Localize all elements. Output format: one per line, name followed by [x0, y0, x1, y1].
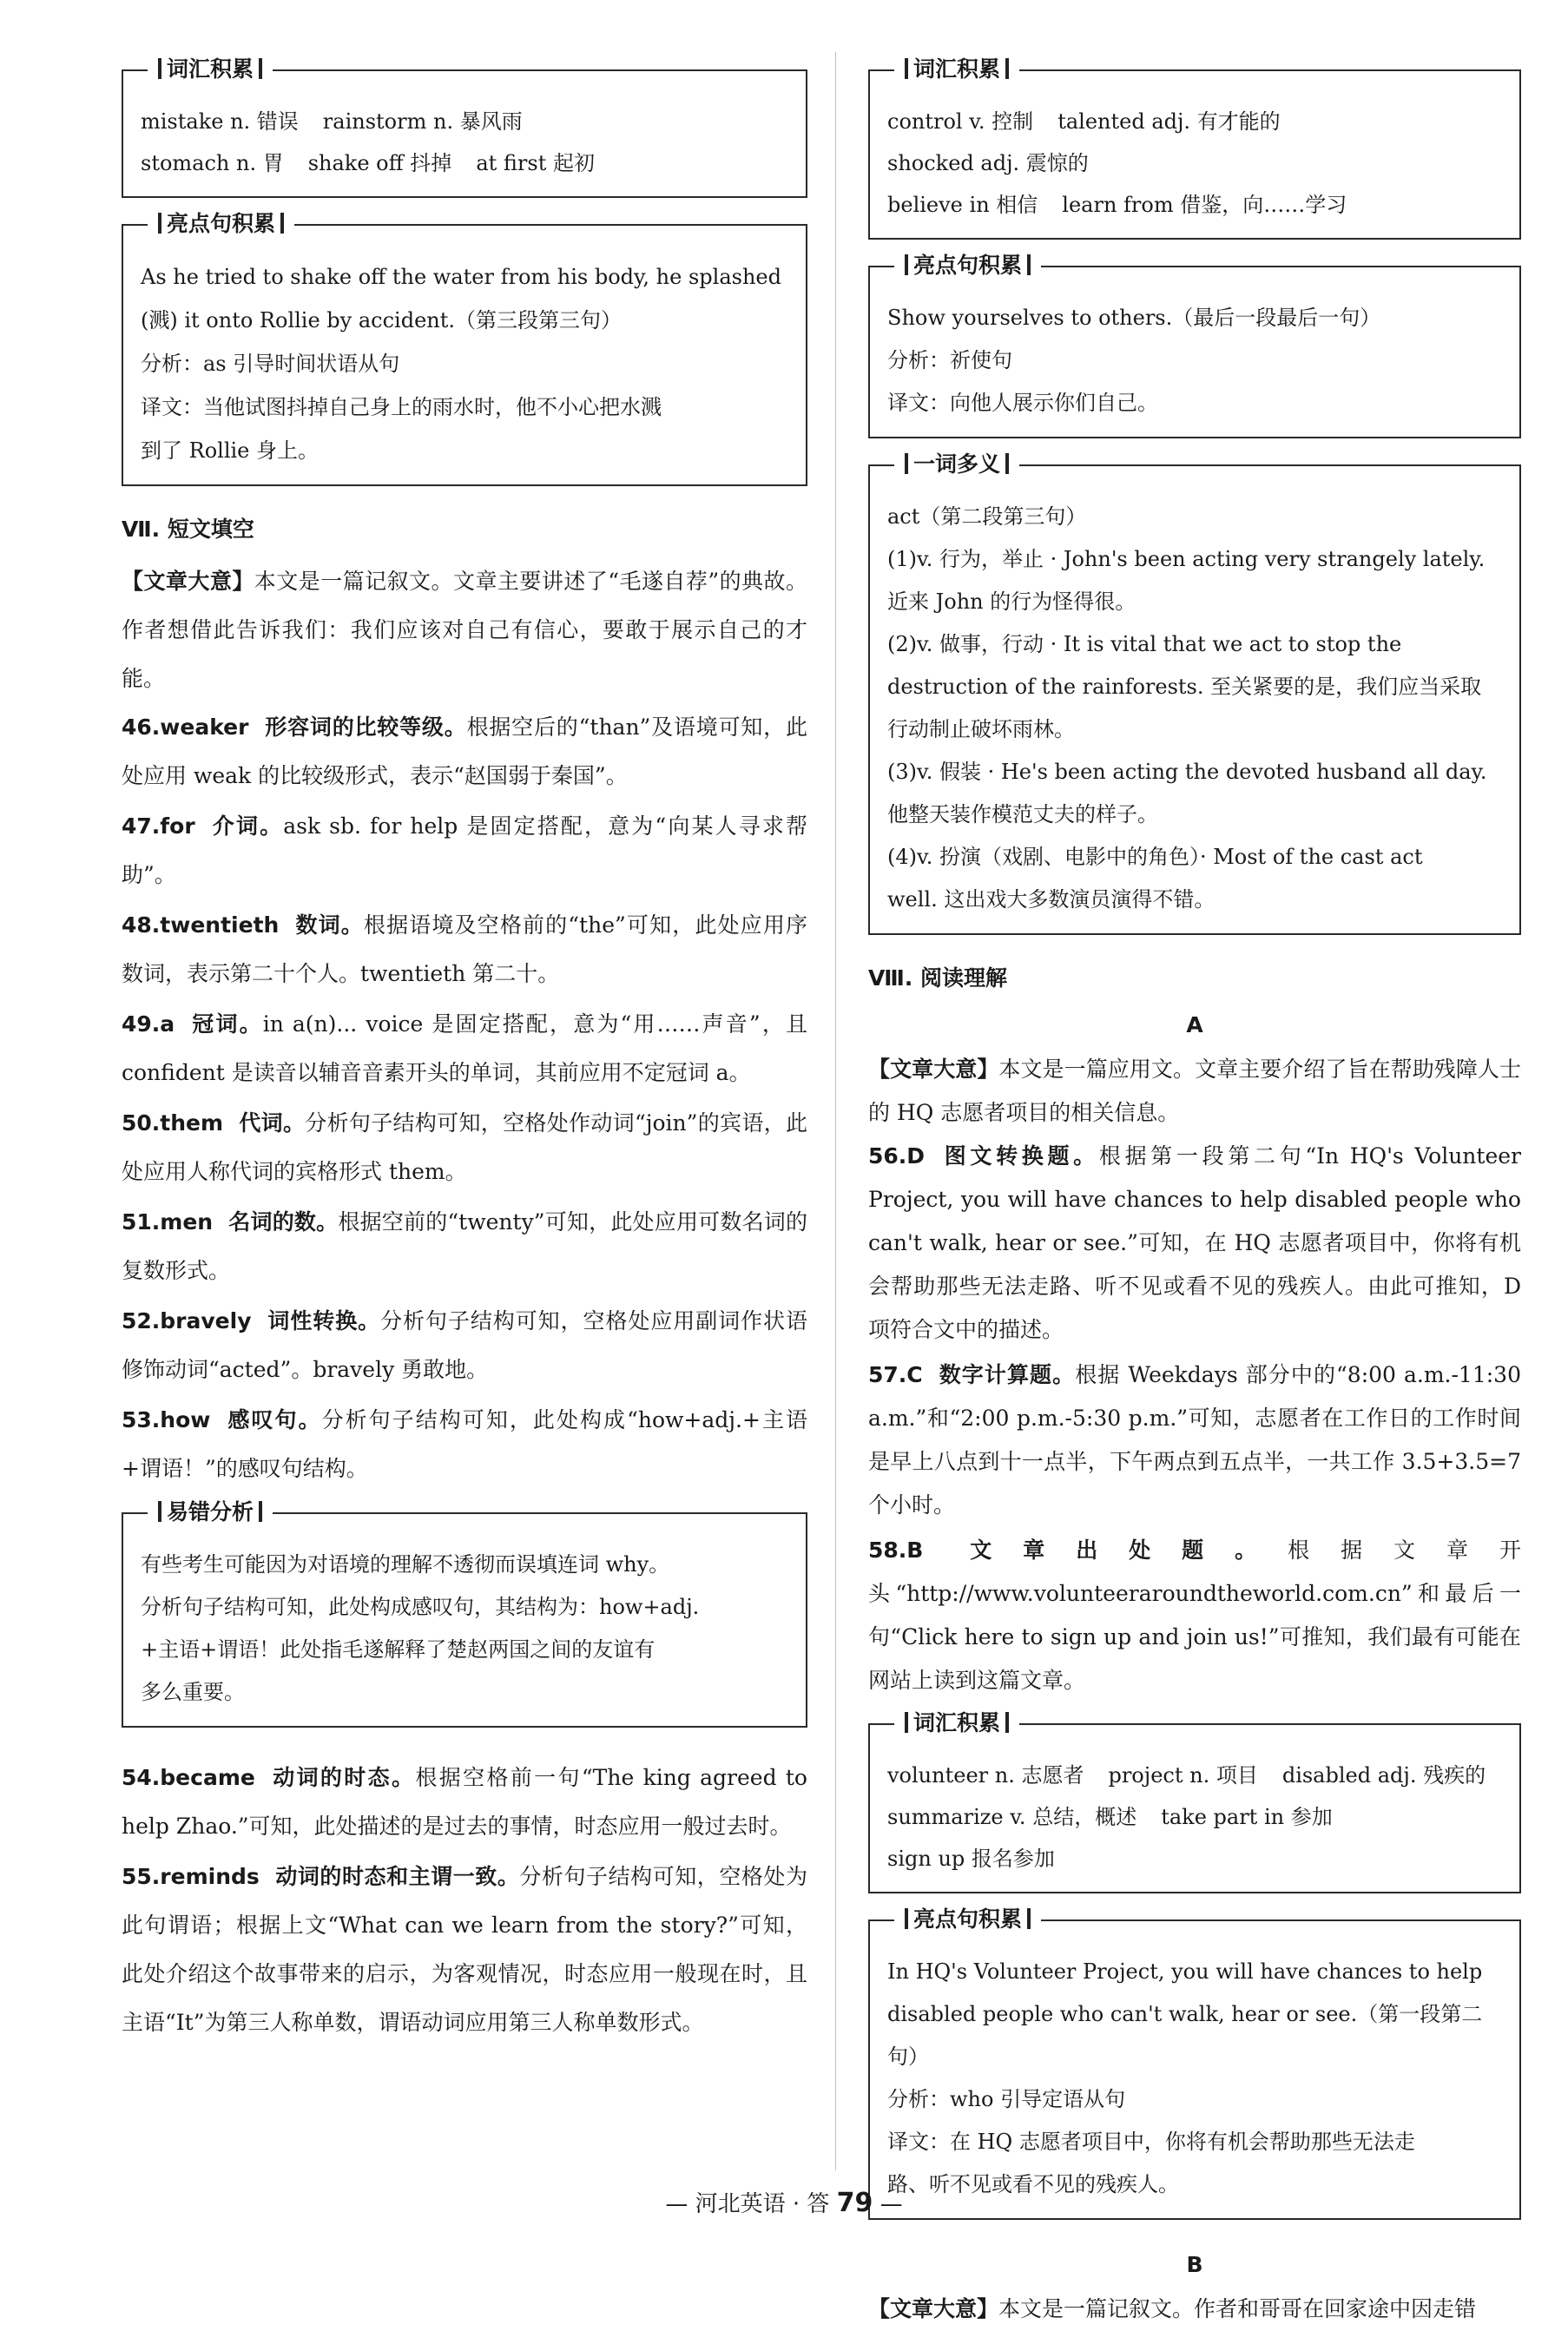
answer-item: 57.C 数字计算题。根据 Weekdays 部分中的“8:00 a.m.-11:30 a.m.”和“2:00 p.m.-5:30 p.m.”可知，志愿者在工作日的工作时间是早上八点到十一点半，下午两点到五点半，一共工作 3.5+3.5=7 个小时。: [868, 1362, 1521, 1518]
box-line: (2)v. 做事，行动 · It is vital that we act to stop the: [887, 632, 1402, 656]
box-line: In HQ's Volunteer Project, you will have chances to help: [887, 1959, 1483, 1984]
section-heading: Ⅷ. 阅读理解: [868, 965, 1008, 991]
box-line: 行动制止破坏雨林。: [887, 717, 1075, 741]
box-line: act（第二段第三句）: [887, 504, 1087, 529]
article-summary: 【文章大意】本文是一篇记叙文。文章主要讲述了“毛遂自荐”的典故。作者想借此告诉我们：我们应该对自己有信心，要敢于展示自己的才能。: [122, 569, 807, 691]
highlight-sentence-box: [868, 253, 1521, 438]
page-footer: — 河北英语 · 答 79 —: [665, 2188, 903, 2218]
box-line: 近来 John 的行为怪得很。: [887, 589, 1136, 614]
box-title: 词汇积累: [894, 55, 1019, 84]
box-line: 分析句子结构可知，此处构成感叹句，其结构为：how+adj.: [141, 1595, 700, 1619]
box-title: 词汇积累: [148, 55, 273, 84]
answer-item: 58.B 文章出处题。根据文章开头“http://www.volunteeraroundtheworld.com.cn”和最后一句“Click here to sign up and join us!”可推知，我们最有可能在网站上读到这篇文章。: [868, 1538, 1521, 1693]
answer-item: 50.them 代词。分析句子结构可知，空格处作动词“join”的宾语，此处应用人称代词的宾格形式 them。: [122, 1110, 807, 1184]
answer-item: 54.became 动词的时态。根据空格前一句“The king agreed to help Zhao.”可知，此处描述的是过去的事情，时态应用一般过去时。: [122, 1765, 807, 1839]
box-line: 多么重要。: [141, 1680, 245, 1704]
box-line: (3)v. 假装 · He's been acting the devoted husband all day.: [887, 760, 1487, 784]
vocab-row: summarize v. 总结，概述 take part in 参加 sign up 报名参加: [887, 1805, 1333, 1871]
part-label: B: [1186, 2252, 1203, 2277]
article-summary: 【文章大意】本文是一篇记叙文。作者和哥哥在回家途中因走错: [868, 2296, 1477, 2321]
error-analysis-box: [122, 1499, 807, 1728]
answer-item: 51.men 名词的数。根据空前的“twenty”可知，此处应用可数名词的复数形式。: [122, 1209, 807, 1283]
box-title: 词汇积累: [894, 1709, 1019, 1738]
box-title: 亮点句积累: [148, 209, 294, 239]
vocab-row: mistake n. 错误 rainstorm n. 暴风雨: [141, 109, 523, 134]
box-line: 有些考生可能因为对语境的理解不透彻而误填连词 why。: [141, 1552, 670, 1577]
answer-item: 49.a 冠词。in a(n)... voice 是固定搭配，意为“用……声音”，且 confident 是读音以辅音音素开头的单词，其前应用不定冠词 a。: [122, 1011, 807, 1085]
part-label: A: [1186, 1012, 1203, 1037]
box-line: well. 这出戏大多数演员演得不错。: [887, 887, 1216, 912]
box-line: +主语+谓语！此处指毛遂解释了楚赵两国之间的友谊有: [141, 1637, 656, 1662]
box-line: 路、听不见或看不见的残疾人。: [887, 2172, 1179, 2196]
answer-item: 55.reminds 动词的时态和主谓一致。分析句子结构可知，空格处为此句谓语；根据上文“What can we learn from the story?”可知，此处介绍这个故事带来的启示，为客观情况，时态应用一般现在时，且主语“It”为第三人称单数，谓语动词应用第三人称单数形式。: [122, 1864, 807, 2035]
box-line: (溅) it onto Rollie by accident.（第三段第三句）: [141, 308, 623, 333]
vocab-row: stomach n. 胃 shake off 抖掉 at first 起初: [141, 151, 595, 175]
box-title: 一词多义: [894, 450, 1019, 479]
vocab-row: volunteer n. 志愿者 project n. 项目 disabled adj. 残疾的: [887, 1763, 1486, 1788]
box-line: destruction of the rainforests. 至关紧要的是，我们应当采取: [887, 675, 1482, 699]
highlight-sentence-box: [122, 211, 807, 486]
answer-item: 46.weaker 形容词的比较等级。根据空后的“than”及语境可知，此处应用 weak 的比较级形式，表示“赵国弱于秦国”。: [122, 714, 807, 788]
box-line: As he tried to shake off the water from his body, he splashed: [141, 265, 781, 289]
answer-item: 52.bravely 词性转换。分析句子结构可知，空格处应用副词作状语修饰动词“acted”。bravely 勇敢地。: [122, 1308, 807, 1382]
page-number: 79: [836, 2188, 873, 2218]
box-line: 他整天装作模范丈夫的样子。: [887, 802, 1158, 826]
box-line: disabled people who can't walk, hear or see.（第一段第二句）: [887, 2002, 1483, 2069]
right-column: [868, 54, 1521, 2331]
column-divider: [835, 52, 836, 2170]
section-heading: Ⅶ. 短文填空: [122, 517, 254, 542]
vocab-row: control v. 控制 talented adj. 有才能的 shocked adj. 震惊的: [887, 109, 1281, 175]
answer-item: 56.D 图文转换题。根据第一段第二句“In HQ's Volunteer Project, you will have chances to help disabled people who can't walk, hear or see.”可知，在 HQ 志愿者项目中，你将有机会帮助那些无法走路、听不见或看不见的残疾人。由此可推知，D 项符合文中的描述。: [868, 1143, 1521, 1342]
vocab-row: believe in 相信 learn from 借鉴，向……学习: [887, 193, 1347, 217]
answer-item: 48.twentieth 数词。根据语境及空格前的“the”可知，此处应用序数词，表示第二十个人。twentieth 第二十。: [122, 912, 807, 986]
box-line: 译文：当他试图抖掉自己身上的雨水时，他不小心把水溅: [141, 395, 662, 419]
polysemy-box: [868, 451, 1521, 935]
box-line: 译文：向他人展示你们自己。: [887, 391, 1158, 415]
box-title: 亮点句积累: [894, 251, 1041, 280]
vocab-box: [868, 1710, 1521, 1893]
box-line: 分析：who 引导定语从句: [887, 2087, 1126, 2111]
vocab-box: [122, 56, 807, 198]
box-line: 分析：as 引导时间状语从句: [141, 352, 400, 376]
answer-item: 53.how 感叹句。分析句子结构可知，此处构成“how+adj.+主语+谓语！”的感叹句结构。: [122, 1407, 807, 1481]
box-title: 易错分析: [148, 1498, 273, 1527]
box-title: 亮点句积累: [894, 1905, 1041, 1934]
box-line: 分析：祈使句: [887, 348, 1012, 372]
answer-item: 47.for 介词。ask sb. for help 是固定搭配，意为“向某人寻求帮助”。: [122, 813, 807, 887]
box-line: 到了 Rollie 身上。: [141, 438, 320, 463]
box-line: 译文：在 HQ 志愿者项目中，你将有机会帮助那些无法走: [887, 2130, 1415, 2154]
vocab-box: [868, 56, 1521, 240]
box-line: (1)v. 行为，举止 · John's been acting very strangely lately.: [887, 547, 1486, 571]
highlight-sentence-box: [868, 1906, 1521, 2220]
article-summary: 【文章大意】本文是一篇应用文。文章主要介绍了旨在帮助残障人士的 HQ 志愿者项目的相关信息。: [868, 1057, 1521, 1125]
box-line: Show yourselves to others.（最后一段最后一句）: [887, 306, 1381, 330]
left-column: [122, 54, 807, 2049]
box-line: (4)v. 扮演（戏剧、电影中的角色）· Most of the cast act: [887, 845, 1423, 869]
